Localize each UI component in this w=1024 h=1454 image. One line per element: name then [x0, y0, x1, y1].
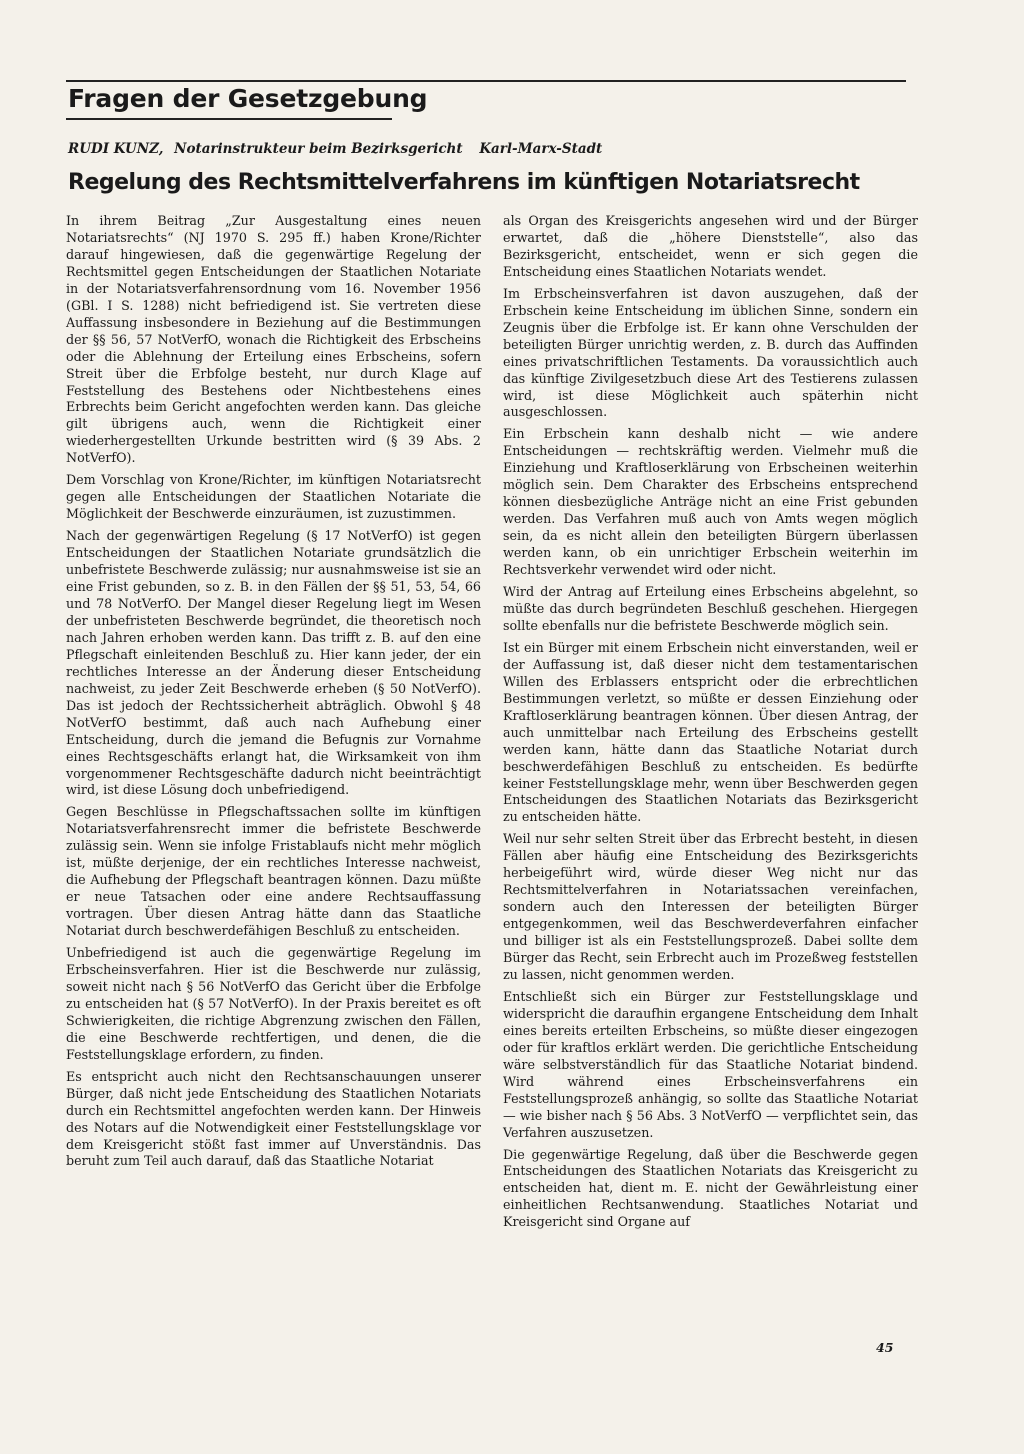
paragraph: Gegen Beschlüsse in Pflegschaftssachen sollte im künftigen Notariatsverfahrensrecht immer die befristete Beschwerde zulässig sein. Wenn sie infolge Fristablaufs nicht mehr möglich ist, müßte derjenige, der ein rechtliches Interesse nachweist, die Aufhebung der Pflegschaft beantragen können. Dazu müßte er neue Tatsachen oder eine andere Rechtsauffassung vortragen. Über diesen Antrag hätte dann das Staatliche Notariat durch beschwerdefähigen Beschluß zu entscheiden.: [66, 804, 481, 939]
paragraph: Ist ein Bürger mit einem Erbschein nicht einverstanden, weil er der Auffassung ist, daß dieser nicht dem testamentarischen Willen des Erblassers entspricht oder die erbrechtlichen Bestimmungen verletzt, so müßte er dessen Einziehung oder Kraftloserklärung beantragen können. Über diesen Antrag, der auch unmittelbar nach Erteilung des Erbscheins gestellt werden kann, hätte dann das Staatliche Notariat durch beschwerdefähigen Beschluß zu entscheiden. Es bedürfte keiner Feststellungsklage mehr, wenn über Beschwerden gegen Entscheidungen des Staatlichen Notariats das Bezirksgericht zu entscheiden hätte.: [503, 639, 918, 825]
header-rule: [66, 80, 906, 82]
paragraph: Entschließt sich ein Bürger zur Feststellungsklage und widerspricht die daraufhin ergangene Entscheidung dem Inhalt eines bereits erteilten Erbscheins, so müßte dieser eingezogen oder für kraftlos erklärt werden. Die gerichtliche Entscheidung wäre selbstverständlich für das Staatliche Notariat bindend. Wird während eines Erbscheinsverfahrens ein Feststellungsprozeß anhängig, so sollte das Staatliche Notariat — wie bisher nach § 56 Abs. 3 NotVerfO — verpflichtet sein, das Verfahren auszusetzen.: [503, 988, 918, 1140]
right-column: [503, 213, 918, 1236]
section-title: Fragen der Gesetzgebung: [68, 84, 428, 113]
section-title-underline: [66, 118, 392, 120]
author-role: Notarinstrukteur beim Bezirksgericht: [174, 141, 463, 157]
author-name: RUDI KUNZ,: [68, 141, 164, 157]
page-number: 45: [876, 1340, 894, 1355]
paragraph: als Organ des Kreisgerichts angesehen wird und der Bürger erwartet, daß die „höhere Dienststelle“, also das Bezirksgericht, entscheidet, wenn er sich gegen die Entscheidung eines Staatlichen Notariats wendet.: [503, 213, 918, 279]
paragraph: Dem Vorschlag von Krone/Richter, im künftigen Notariatsrecht gegen alle Entscheidungen der Staatlichen Notariate die Möglichkeit der Beschwerde einzuräumen, ist zuzustimmen.: [66, 472, 481, 522]
paragraph: Ein Erbschein kann deshalb nicht — wie andere Entscheidungen — rechtskräftig werden. Vielmehr muß die Einziehung und Kraftloserklärung von Erbscheinen weiterhin möglich sein. Dem Charakter des Erbscheins entsprechend können diesbezügliche Anträge nicht an eine Frist gebunden werden. Das Verfahren muß auch von Amts wegen möglich sein, da es nicht allein den beteiligten Bürgern überlassen werden kann, ob ein unrichtiger Erbschein weiterhin im Rechtsverkehr verwendet wird oder nicht.: [503, 426, 918, 578]
article-title: Regelung des Rechtsmittelverfahrens im künftigen Notariatsrecht: [68, 170, 860, 195]
paragraph: Weil nur sehr selten Streit über das Erbrecht besteht, in diesen Fällen aber häufig eine Entscheidung des Bezirksgerichts herbeigeführt wird, würde dieser Weg nicht nur das Rechtsmittelverfahren in Notariatssachen vereinfachen, sondern auch den Interessen der beteiligten Bürger entgegenkommen, weil das Beschwerdeverfahren einfacher und billiger ist als ein Feststellungsprozeß. Dabei sollte dem Bürger das Recht, sein Erbrecht auch im Prozeßweg feststellen zu lassen, nicht genommen werden.: [503, 831, 918, 982]
paragraph: Die gegenwärtige Regelung, daß über die Beschwerde gegen Entscheidungen des Staatlichen Notariats das Kreisgericht zu entscheiden hat, dient m. E. nicht der Gewährleistung einer einheitlichen Rechtsanwendung. Staatliches Notariat und Kreisgericht sind Organe auf: [503, 1146, 918, 1230]
paragraph: Unbefriedigend ist auch die gegenwärtige Regelung im Erbscheinsverfahren. Hier ist die Beschwerde nur zulässig, soweit nicht nach § 56 NotVerfO das Gericht über die Erbfolge zu entscheiden hat (§ 57 NotVerfO). In der Praxis bereitet es oft Schwierigkeiten, die richtige Abgrenzung zwischen den Fällen, die eine Beschwerde rechtfertigen, und denen, die die Feststellungsklage erfordern, zu finden.: [66, 945, 481, 1062]
author-line: [68, 141, 928, 157]
paragraph: Wird der Antrag auf Erteilung eines Erbscheins abgelehnt, so müßte das durch begründeten Beschluß geschehen. Hiergegen sollte ebenfalls nur die befristete Beschwerde möglich sein.: [503, 584, 918, 633]
paragraph: In ihrem Beitrag „Zur Ausgestaltung eines neuen Notariatsrechts“ (NJ 1970 S. 295 ff.) haben Krone/Richter darauf hingewiesen, daß die gegenwärtige Regelung der Rechtsmittel gegen Entscheidungen der Staatlichen Notariate in der Notariatsverfahrensordnung vom 16. November 1956 (GBl. I S. 1288) nicht befriedigend ist. Sie vertreten diese Auffassung insbesondere in Beziehung auf die Bestimmungen der §§ 56, 57 NotVerfO, wonach die Richtigkeit des Erbscheins oder die Ablehnung der Erteilung eines Erbscheins, sofern Streit über die Erbfolge besteht, nur durch Klage auf Feststellung des Bestehens oder Nichtbestehens eines Erbrechts beim Gericht angefochten werden kann. Das gleiche gilt übrigens auch, wenn die Richtigkeit einer wiederhergestellten Urkunde bestritten wird (§ 39 Abs. 2 NotVerfO).: [66, 213, 481, 466]
left-column: [66, 213, 481, 1175]
paragraph: Nach der gegenwärtigen Regelung (§ 17 NotVerfO) ist gegen Entscheidungen der Staatlichen Notariate grundsätzlich die unbefristete Beschwerde zulässig; nur ausnahmsweise ist sie an eine Frist gebunden, so z. B. in den Fällen der §§ 51, 53, 54, 66 und 78 NotVerfO. Der Mangel dieser Regelung liegt im Wesen der unbefristeten Beschwerde begründet, die theoretisch noch nach Jahren erhoben werden kann. Das trifft z. B. auf den eine Pflegschaft einleitenden Beschluß zu. Hier kann jeder, der ein rechtliches Interesse an der Änderung dieser Entscheidung nachweist, zu jeder Zeit Beschwerde erheben (§ 50 NotVerfO). Das ist jedoch der Rechtssicherheit abträglich. Obwohl § 48 NotVerfO bestimmt, daß auch nach Aufhebung einer Entscheidung, durch die jemand die Befugnis zur Vornahme eines Rechtsgeschäfts erlangt hat, die Wirksamkeit von ihm vorgenommener Rechtsgeschäfte dadurch nicht beeinträchtigt wird, ist diese Lösung doch unbefriedigend.: [66, 528, 481, 798]
paragraph: Im Erbscheinsverfahren ist davon auszugehen, daß der Erbschein keine Entscheidung im üblichen Sinne, sondern ein Zeugnis über die Erbfolge ist. Er kann ohne Verschulden der beteiligten Bürger unrichtig werden, z. B. durch das Auffinden eines privatschriftlichen Testaments. Da voraussichtlich auch das künftige Zivilgesetzbuch diese Art des Testierens zulassen wird, ist diese Möglichkeit auch späterhin nicht ausgeschlossen.: [503, 285, 918, 420]
author-place: Karl-Marx-Stadt: [479, 141, 603, 157]
paragraph: Es entspricht auch nicht den Rechtsanschauungen unserer Bürger, daß nicht jede Entscheidung des Staatlichen Notariats durch ein Rechtsmittel angefochten werden kann. Der Hinweis des Notars auf die Notwendigkeit einer Feststellungsklage vor dem Kreisgericht stößt fast immer auf Unverständnis. Das beruht zum Teil auch darauf, daß das Staatliche Notariat: [66, 1068, 481, 1169]
